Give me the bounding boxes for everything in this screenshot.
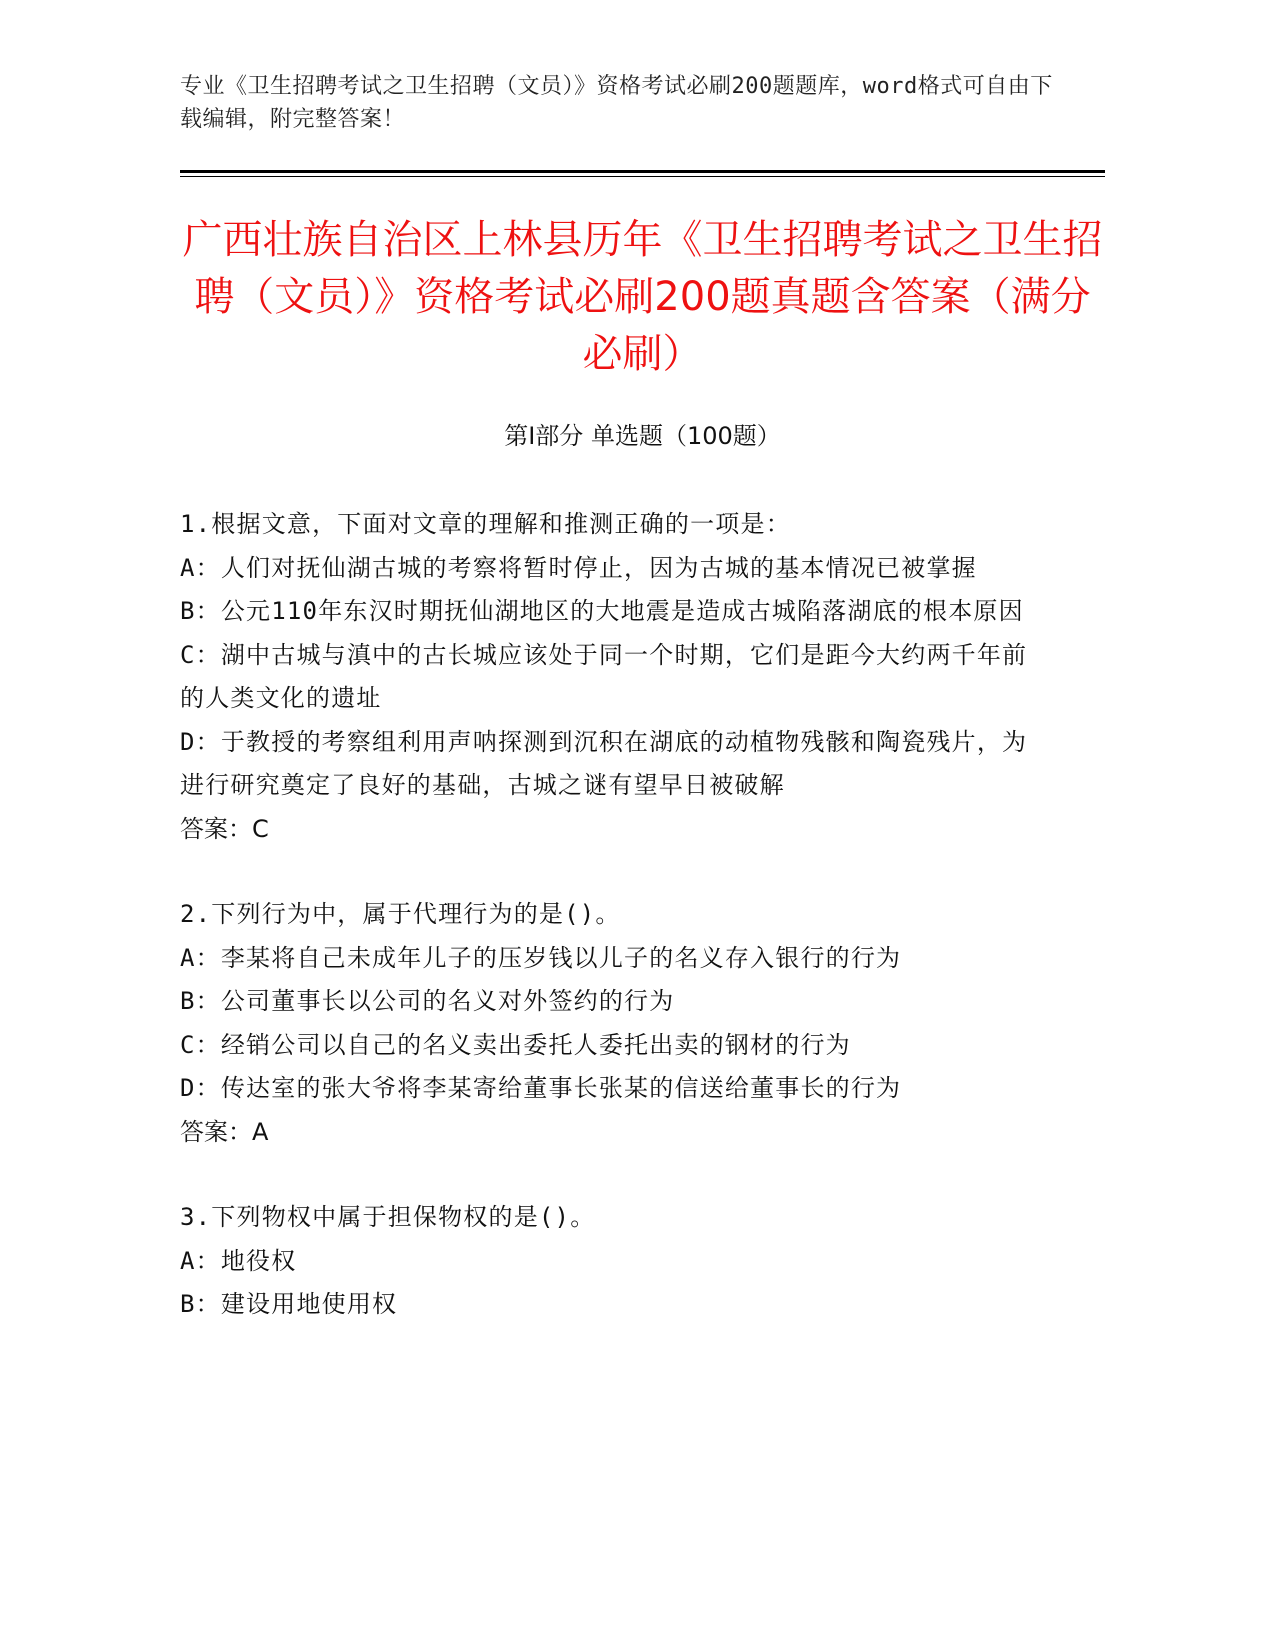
question-1 — [180, 503, 1035, 851]
option-a: A：李某将自己未成年儿子的压岁钱以儿子的名义存入银行的行为 — [180, 943, 902, 972]
header-note: 专业《卫生招聘考试之卫生招聘（文员）》资格考试必刷200题题库，word格式可自由下载编辑，附完整答案！ — [180, 74, 1053, 132]
option-d: D：传达室的张大爷将李某寄给董事长张某的信送给董事长的行为 — [180, 1074, 902, 1102]
section-heading: 第I部分 单选题（100题） — [504, 422, 781, 450]
option-d: D：于教授的考察组利用声呐探测到沉积在湖底的动植物残骸和陶瓷残片，为进行研究奠定了良好的基础，古城之谜有望早日被破解 — [180, 727, 1028, 799]
question-stem: 3.下列物权中属于担保物权的是()。 — [180, 1203, 596, 1231]
question-3 — [180, 1196, 1035, 1327]
header-rule-thin — [180, 176, 1105, 177]
option-b: B：公元110年东汉时期抚仙湖地区的大地震是造成古城陷落湖底的根本原因 — [180, 597, 1024, 625]
option-b: B：公司董事长以公司的名义对外签约的行为 — [180, 987, 675, 1015]
question-stem: 2.下列行为中，属于代理行为的是()。 — [180, 900, 621, 928]
question-list — [180, 503, 1035, 1369]
header-rule-thick — [180, 170, 1105, 173]
answer: 答案：C — [180, 814, 269, 843]
option-a: A：地役权 — [180, 1246, 297, 1275]
option-a: A：人们对抚仙湖古城的考察将暂时停止，因为古城的基本情况已被掌握 — [180, 553, 977, 582]
document-title: 广西壮族自治区上林县历年《卫生招聘考试之卫生招聘（文员）》资格考试必刷200题真题含答案（满分必刷） — [182, 217, 1103, 377]
option-c: C：湖中古城与滇中的古长城应该处于同一个时期，它们是距今大约两千年前的人类文化的遗址 — [180, 640, 1028, 712]
option-b: B：建设用地使用权 — [180, 1290, 398, 1318]
option-c: C：经销公司以自己的名义卖出委托人委托出卖的钢材的行为 — [180, 1030, 851, 1059]
question-stem: 1.根据文意，下面对文章的理解和推测正确的一项是： — [180, 510, 791, 538]
answer: 答案：A — [180, 1117, 269, 1146]
question-2 — [180, 893, 1035, 1154]
